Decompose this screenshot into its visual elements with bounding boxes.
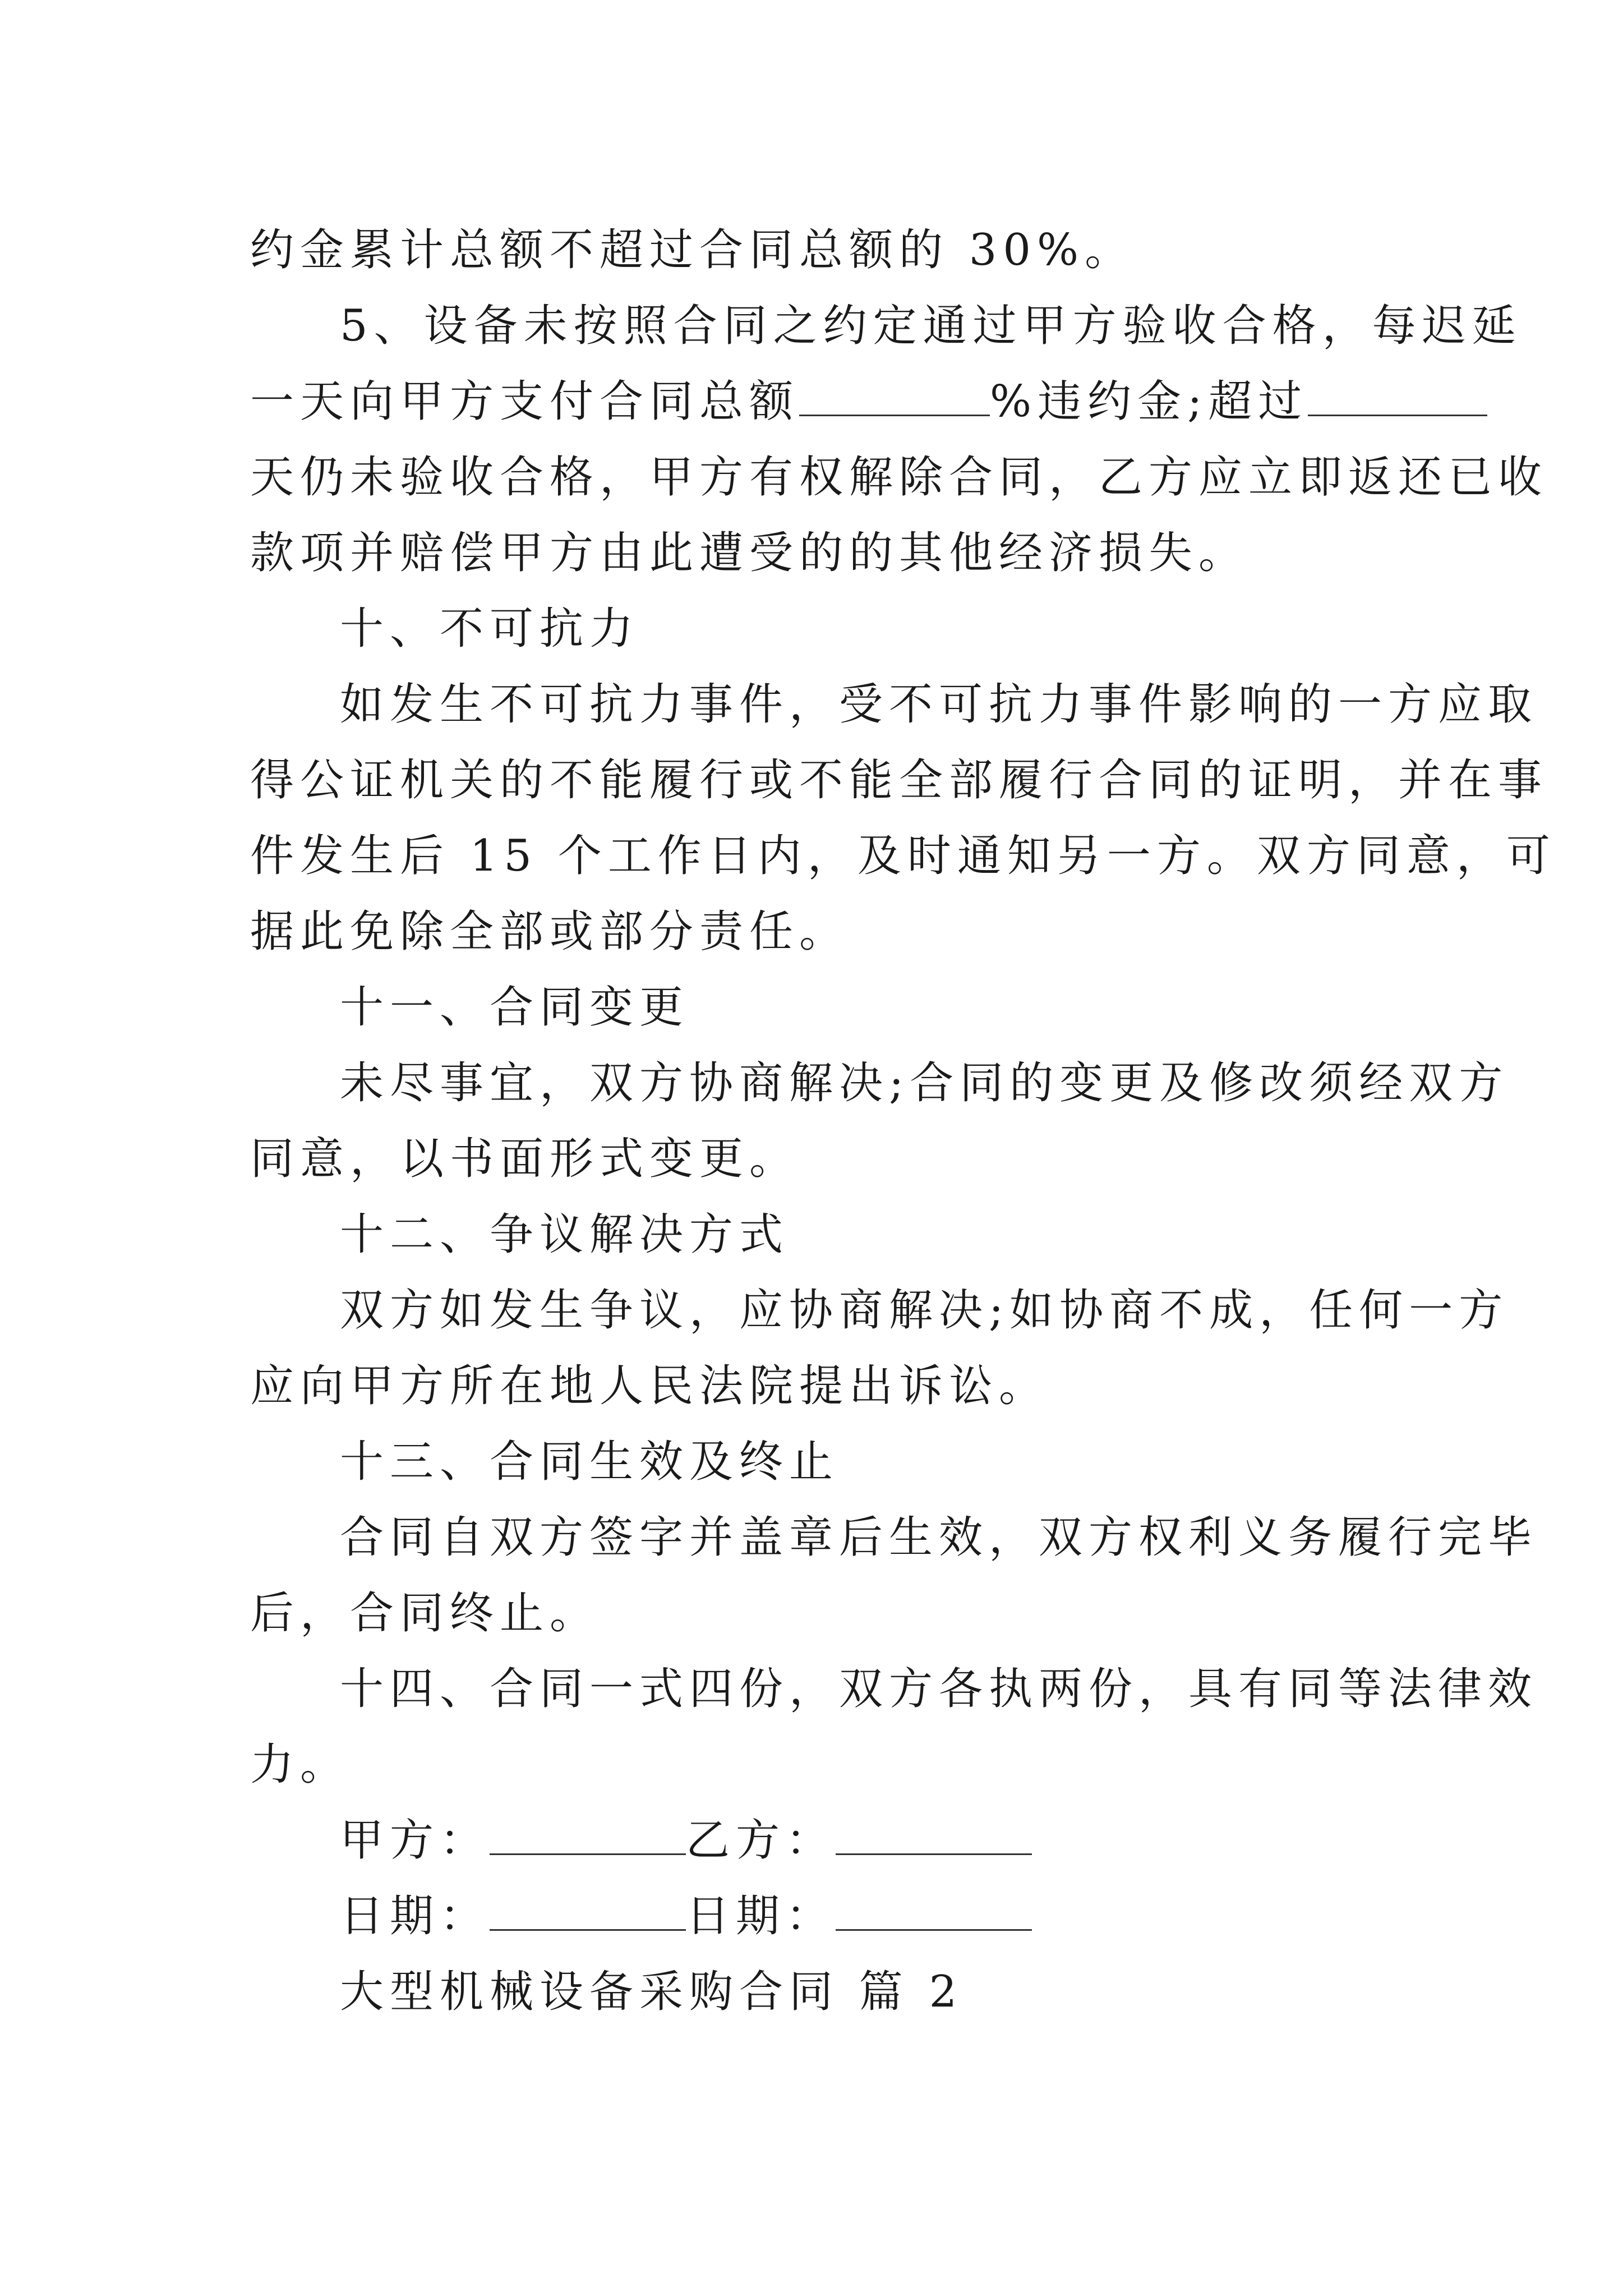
paragraph-line: 件发生后 15 个工作日内，及时通知另一方。双方同意，可 xyxy=(250,831,1556,881)
date-label-b: 日期： xyxy=(686,1891,836,1941)
party-a-blank xyxy=(490,1814,686,1855)
paragraph-line: 后，合同终止。 xyxy=(250,1588,600,1639)
paragraph-line: 据此免除全部或部分责任。 xyxy=(250,907,850,957)
date-b-blank xyxy=(836,1890,1032,1931)
date-label-a: 日期： xyxy=(340,1891,490,1941)
section-heading: 十、不可抗力 xyxy=(340,604,640,654)
paragraph-line: 得公证机关的不能履行或不能全部履行合同的证明，并在事 xyxy=(250,755,1548,806)
section-heading: 十二、争议解决方式 xyxy=(340,1209,790,1260)
party-b-blank xyxy=(836,1814,1032,1855)
text-segment: %违约金;超过 xyxy=(990,376,1308,427)
paragraph-line: 如发生不可抗力事件，受不可抗力事件影响的一方应取 xyxy=(340,679,1538,730)
party-a-label: 甲方： xyxy=(340,1815,490,1866)
paragraph-line: 十四、合同一式四份，双方各执两份，具有同等法律效 xyxy=(340,1664,1538,1714)
clause-5-line: 款项并赔偿甲方由此遭受的的其他经济损失。 xyxy=(250,528,1249,578)
paragraph-line: 双方如发生争议，应协商解决;如协商不成，任何一方 xyxy=(340,1285,1509,1336)
paragraph-line: 应向甲方所在地人民法院提出诉讼。 xyxy=(250,1361,1049,1411)
signature-date-line xyxy=(340,1877,1032,1955)
text-segment: 一天向甲方支付合同总额 xyxy=(250,376,800,427)
signature-party-line xyxy=(340,1801,1032,1880)
fill-in-blank xyxy=(1308,375,1487,416)
clause-5-line: 5、设备未按照合同之约定通过甲方验收合格，每迟延 xyxy=(340,301,1522,351)
fill-in-blank xyxy=(799,375,990,416)
paragraph-line: 合同自双方签字并盖章后生效，双方权利义务履行完毕 xyxy=(340,1512,1538,1563)
section-heading: 十一、合同变更 xyxy=(340,982,690,1033)
party-b-label: 乙方： xyxy=(686,1815,836,1866)
paragraph-line: 同意，以书面形式变更。 xyxy=(250,1134,800,1184)
date-a-blank xyxy=(490,1890,686,1931)
document-title: 大型机械设备采购合同 篇 2 xyxy=(340,1967,963,2017)
section-heading: 十三、合同生效及终止 xyxy=(340,1437,840,1487)
paragraph-line: 未尽事宜，双方协商解决;合同的变更及修改须经双方 xyxy=(340,1058,1509,1108)
clause-5-line: 天仍未验收合格，甲方有权解除合同，乙方应立即返还已收 xyxy=(250,452,1548,503)
paragraph-line: 约金累计总额不超过合同总额的 30%。 xyxy=(250,225,1135,275)
paragraph-line: 力。 xyxy=(250,1740,351,1790)
clause-5-line xyxy=(250,362,1487,441)
